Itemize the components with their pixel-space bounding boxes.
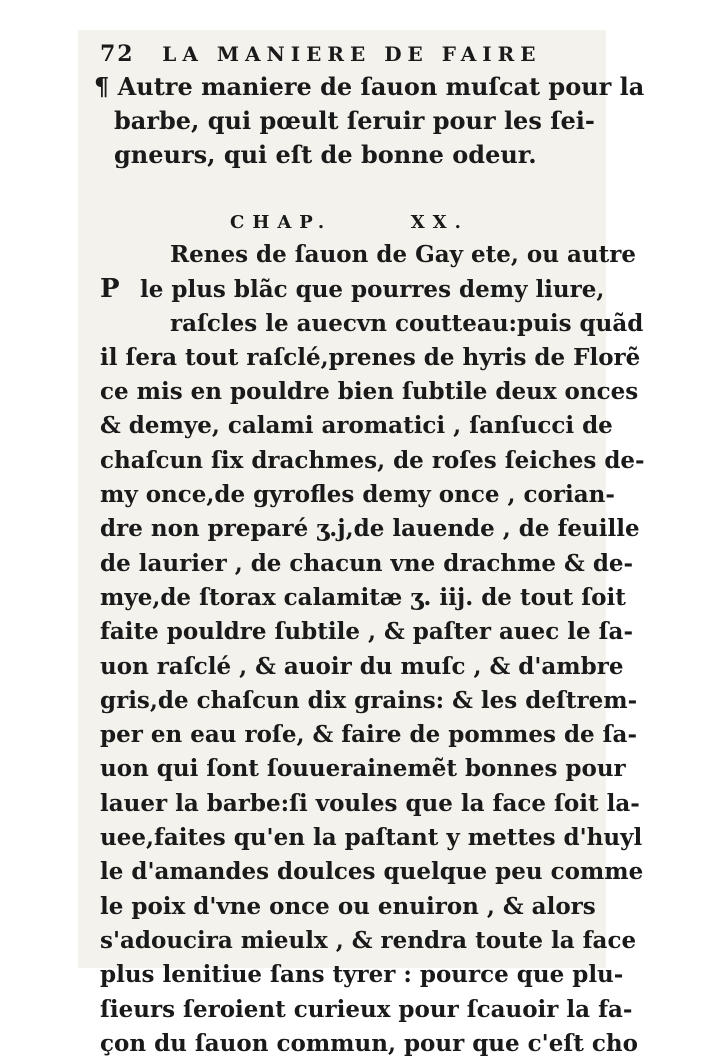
chapter-number: XX.: [410, 212, 469, 233]
body-line-3: raſcles le auecvn coutteau:puis quãd: [170, 309, 644, 337]
title-text-1: Autre maniere de ſauon muſcat pour la: [117, 72, 645, 101]
body-line: lauer la barbe:ſi voules que la face ſoit la-: [100, 789, 640, 817]
text-block: [94, 38, 645, 1061]
running-title: LA MANIERE DE FAIRE: [162, 42, 542, 66]
body-line: per en eau roſe, & faire de pommes de ſa-: [100, 721, 638, 749]
body-line: le d'amandes doulces quelque peu comme: [100, 858, 644, 886]
body-line: ce mis en pouldre bien ſubtile deux onces: [100, 378, 639, 406]
page-header: [100, 38, 584, 70]
body-line: uee,faites qu'en la paſtant y mettes d'huyl: [100, 824, 643, 852]
title-line-3: [100, 138, 584, 172]
body-line: ſieurs ſeroient curieux pour ſcauoir la fa-: [100, 995, 633, 1023]
title-text-3: gneurs, qui eſt de bonne odeur.: [114, 140, 537, 169]
body-line: chaſcun ſix drachmes, de roſes ſeiches de-: [100, 446, 645, 474]
body-line: & demye, calami aromatici , ſanſucci de: [100, 412, 613, 440]
body-line: il ſera tout raſclé,prenes de hyris de Florẽ: [100, 343, 641, 371]
body-line: uon raſclé , & auoir du muſc , & d'ambre: [100, 652, 624, 680]
body-line: dre non preparé ʒ.j,de lauende , de feuille: [100, 515, 640, 543]
body-line: gris,de chaſcun dix grains: & les deſtrem-: [100, 686, 638, 714]
body-line: faite pouldre ſubtile , & paſter auec le ſa-: [100, 618, 633, 646]
body-paragraph: [100, 341, 645, 1061]
body-line: s'adoucira mieulx , & rendra toute la face: [100, 926, 637, 954]
body-line-2: [100, 272, 605, 306]
body-line: le poix d'vne once ou enuiron , & alors: [100, 892, 596, 920]
drop-cap: P: [100, 274, 120, 305]
body-line: plus lenitiue ſans tyrer : pource que plu-: [100, 961, 624, 989]
body-line: uon qui ſont ſouuerainemẽt bonnes pour: [100, 755, 626, 783]
body-line: çon du ſauon commun, pour que c'eſt cho: [100, 1029, 638, 1057]
body-line: mye,de ſtorax calamitæ ʒ. iij. de tout ſoit: [100, 583, 626, 611]
page-number: 72: [100, 41, 135, 67]
title-line-1: [94, 70, 645, 104]
title-line-2: [100, 104, 595, 138]
body-line-1: Renes de ſauon de Gay ete, ou autre: [170, 241, 636, 268]
body-line: my once,de gyrofles demy once , corian-: [100, 481, 615, 509]
chapter-label: CHAP.: [230, 212, 333, 233]
body-line-2-text: le plus blãc que pourres demy liure,: [140, 276, 605, 304]
body-line: de laurier , de chacun vne drachme & de-: [100, 549, 634, 577]
pilcrow-icon: ¶: [94, 72, 110, 101]
title-text-2: barbe, qui pœult ſeruir pour les ſei-: [114, 106, 595, 135]
spacer: [100, 172, 584, 208]
chapter-heading: [100, 208, 584, 238]
